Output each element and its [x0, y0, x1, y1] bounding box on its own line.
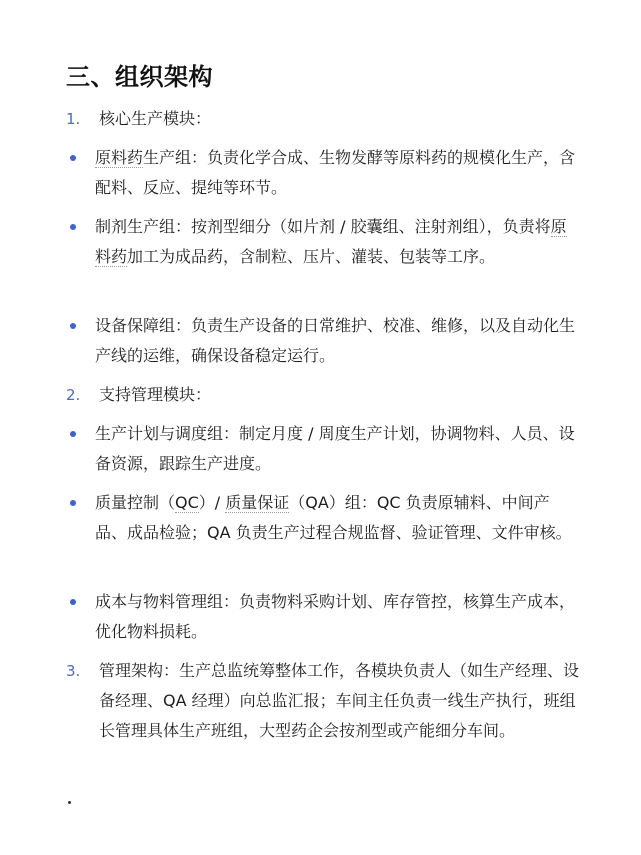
numbered-item-3	[66, 656, 586, 746]
bullet-icon	[70, 500, 76, 506]
section-title: 三、组织架构	[66, 63, 213, 91]
bullet-text: 设备保障组：负责生产设备的日常维护、校准、维修，以及自动化生产线的运维，确保设备稳定运行。	[95, 316, 576, 365]
bullet-text: 制剂生产组：按剂型细分（如片剂 / 胶囊组、注射剂组），负责将原料药加工为成品药，含制粒、压片、灌装、包装等工序。	[95, 217, 567, 266]
bullet-item	[66, 311, 576, 371]
bullet-icon	[70, 155, 76, 161]
bullet-text: 原料药生产组：负责化学合成、生物发酵等原料药的规模化生产，含配料、反应、提纯等环节。	[95, 148, 576, 197]
bullet-item	[66, 419, 576, 479]
bullet-item	[66, 587, 576, 647]
trailing-dot	[68, 801, 71, 804]
bullet-text: 生产计划与调度组：制定月度 / 周度生产计划，协调物料、人员、设备资源，跟踪生产进度。	[95, 424, 575, 473]
underlined-term: 原料药	[95, 217, 567, 266]
bullet-item	[66, 488, 576, 548]
bullet-icon	[70, 599, 76, 605]
bullet-text: 质量控制（QC）/ 质量保证（QA）组：QC 负责原辅料、中间产品、成品检验；QA 负责生产过程合规监督、验证管理、文件审核。	[95, 493, 572, 542]
underlined-term: 原料药	[95, 148, 144, 167]
numbered-item-2	[66, 380, 586, 410]
bullet-icon	[70, 224, 76, 230]
list-item-text: 管理架构：生产总监统筹整体工作，各模块负责人（如生产经理、设备经理、QA 经理）向总监汇报；车间主任负责一线生产执行，班组长管理具体生产班组，大型药企会按剂型或产能细分车间。	[99, 661, 580, 740]
bullet-item	[66, 212, 576, 272]
underlined-term: QC	[175, 493, 199, 512]
bullet-item	[66, 143, 576, 203]
list-number: 2.	[66, 386, 81, 404]
bullet-text: 成本与物料管理组：负责物料采购计划、库存管控，核算生产成本，优化物料损耗。	[95, 592, 576, 641]
list-item-text: 核心生产模块：	[99, 109, 212, 128]
numbered-item-1	[66, 104, 586, 134]
bullet-icon	[70, 323, 76, 329]
underlined-term: 质量保证	[225, 493, 290, 512]
bullet-icon	[70, 431, 76, 437]
list-number: 3.	[66, 662, 81, 680]
list-number: 1.	[66, 110, 81, 128]
list-item-text: 支持管理模块：	[99, 385, 212, 404]
